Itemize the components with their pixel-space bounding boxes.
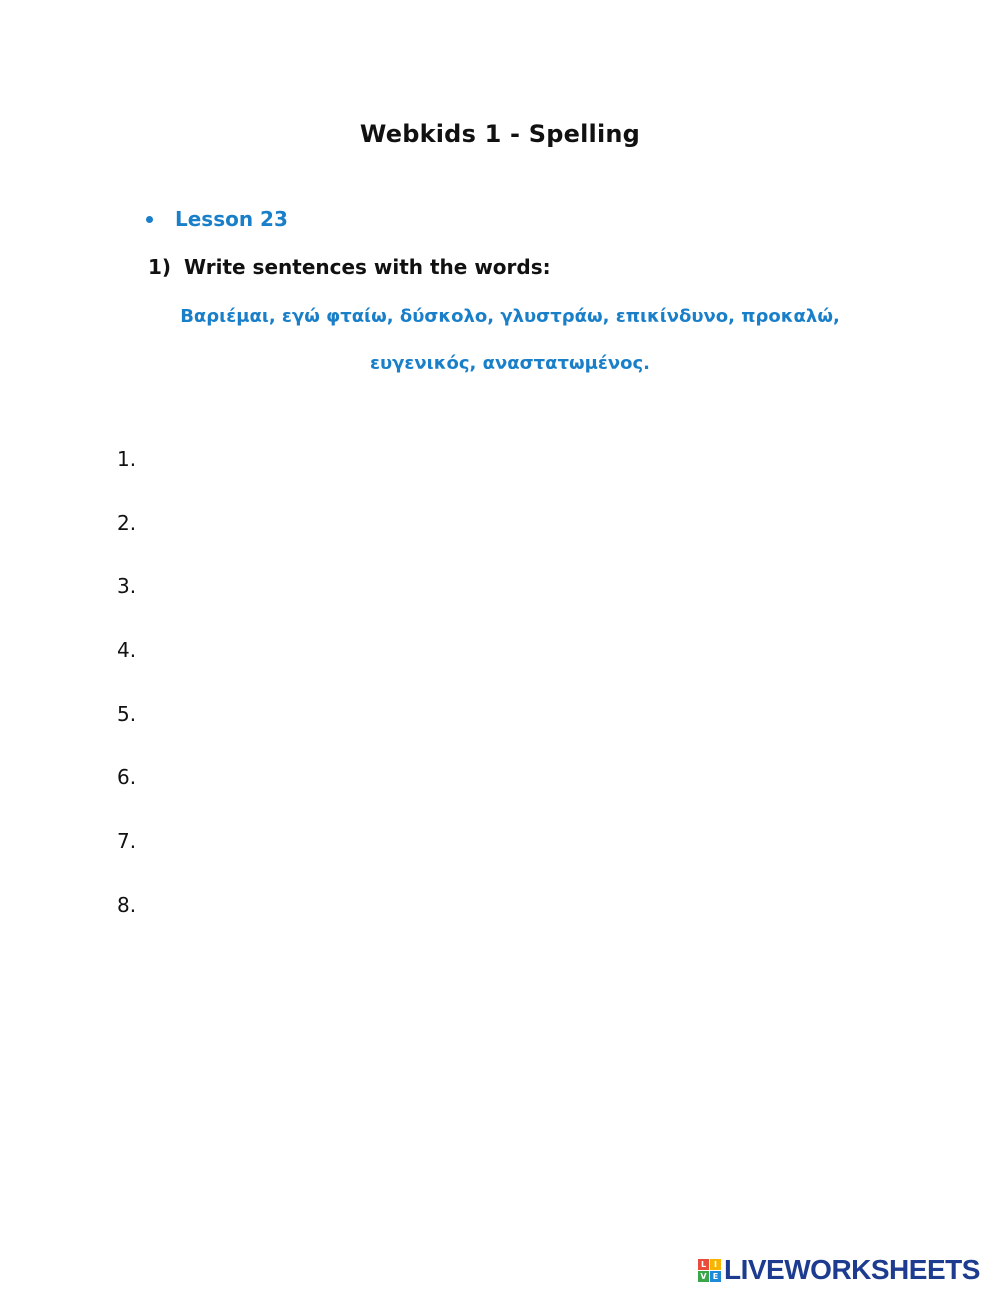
instruction-text: Write sentences with the words: xyxy=(184,255,551,279)
logo-letter-l: L xyxy=(698,1259,709,1270)
logo-letter-e: E xyxy=(710,1271,721,1282)
answer-line-2: 2. xyxy=(117,510,137,535)
answer-line-4: 4. xyxy=(117,638,137,663)
word-list-line-2: ευγενικός, αναστατωμένος. xyxy=(369,353,651,374)
lesson-heading xyxy=(146,207,288,231)
lesson-label: Lesson 23 xyxy=(175,207,288,231)
answer-line-6: 6. xyxy=(117,765,137,790)
logo-mark-icon xyxy=(698,1259,721,1282)
worksheet-title: Webkids 1 - Spelling xyxy=(359,120,641,148)
answer-line-1: 1. xyxy=(117,447,137,471)
instruction-number: 1) xyxy=(148,255,172,279)
answer-lines xyxy=(117,445,136,955)
answer-line-3: 3. xyxy=(117,574,137,599)
logo-letter-i: I xyxy=(710,1259,721,1270)
bullet-icon xyxy=(146,216,153,223)
logo-text: LIVEWORKSHEETS xyxy=(724,1254,980,1285)
answer-line-7: 7. xyxy=(117,829,137,854)
liveworksheets-logo[interactable] xyxy=(698,1254,980,1286)
answer-line-8: 8. xyxy=(117,892,137,917)
logo-letter-v: V xyxy=(698,1271,709,1282)
answer-line-5: 5. xyxy=(117,701,137,726)
instruction xyxy=(148,255,551,279)
word-list-line-1: Βαριέμαι, εγώ φταίω, δύσκολο, γλυστράω, επικίνδυνο, προκαλώ, xyxy=(180,306,840,327)
